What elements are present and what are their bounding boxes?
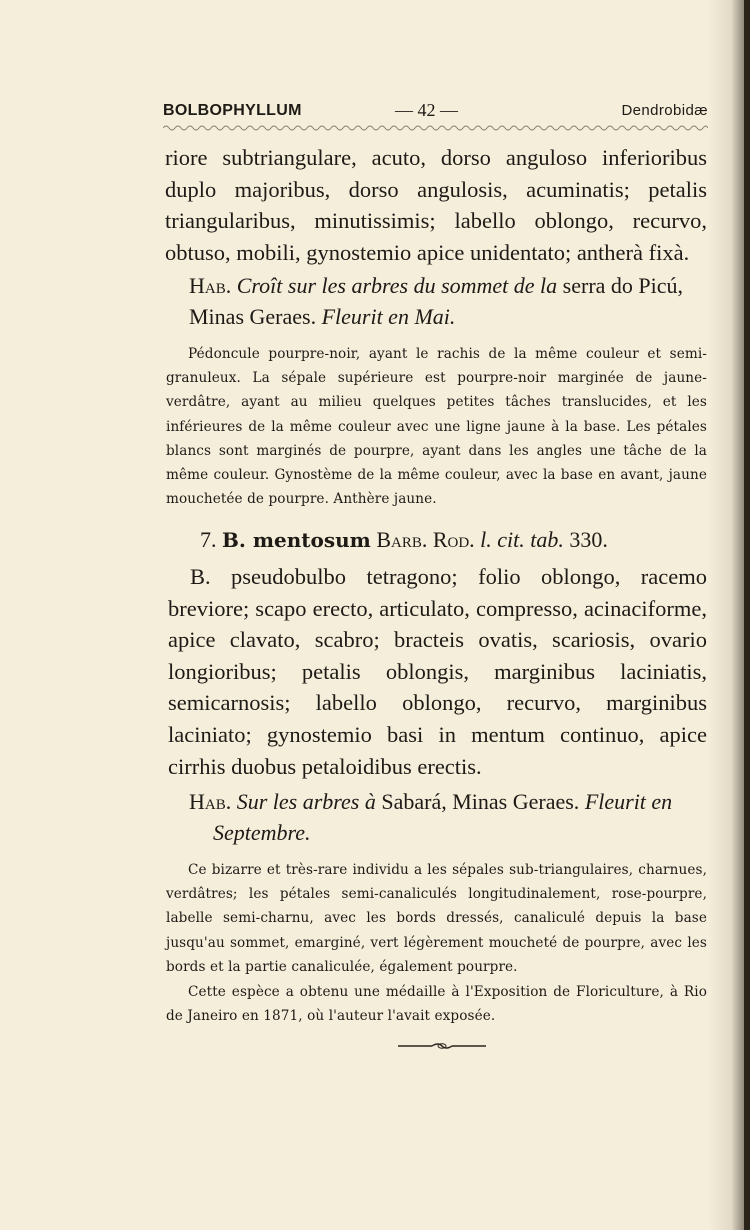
hab-label-2: Hab. [189,789,232,814]
hab2-roman-a: Sabará, Minas Geraes. [381,789,580,814]
running-header [163,100,708,124]
hab1-italic-a: Croît sur les arbres du sommet de la [236,273,558,298]
species-number: 7. [200,527,217,552]
hab-label-1: Hab. [189,273,232,298]
header-genus: BOLBOPHYLLUM [163,102,302,119]
header-family: Dendrobidæ [621,102,708,119]
note-1: Pédoncule pourpre-noir, ayant le rachis de la même couleur et semi-granuleux. La sépale supérieure est pourpre-noir marginée de jaune-verdâtre, ayant au milieu quelques petites tâches translucides, et les inférieures de la même couleur avec une ligne jaune à la base. Les pétales blancs sont marginés de pourpre, ayant dans les angles une tâche de la même couleur. Gynostème de la même couleur, avec la base en avant, jaune mouchetée de pourpre. Anthère jaune. [166,346,707,508]
note-2: Ce bizarre et très-rare individu a les sépales sub-triangulaires, charnues, verdâtres; les pétales semi-canaliculés longitudinalement, rose-pourpre, labelle semi-charnu, avec les bords dressés, canaliculé depuis la base jusqu'au sommet, emarginé, vert légèrement moucheté de pourpre, avec les bords et la partie canaliculée, également pourpre. [166,862,707,975]
end-ornament [398,1040,486,1052]
hab2-italic-b: Fleurit en Septembre. [213,789,673,845]
hab1-italic-b: Fleurit en Mai. [321,304,456,329]
description-continued: riore subtriangulare, acuto, dorso anguloso inferioribus duplo majoribus, dorso angulosis, acuminatis; petalis triangularibus, minutissimis; labello oblongo, recurvo, obtuso, mobili, gynostemio apice unidentato; antherà fixà. [165,145,707,265]
hab2-italic-a: Sur les arbres à [236,789,376,814]
description-7: B. pseudobulbo tetragono; folio oblongo, racemo breviore; scapo erecto, articulato, compresso, acinaciforme, apice clavato, scabro; bracteis ovatis, scariosis, ovario longioribus; petalis oblongis, marginibus laciniatis, semicarnosis; labello oblongo, recurvo, marginibus laciniato; gynostemio basi in mentum continuo, apice cirrhis duobus petaloidibus erectis. [168,564,707,779]
species-ref-italic: l. cit. tab. [480,527,564,552]
hab1-roman-a: serra do Picú, Minas Geraes. [189,273,684,329]
page-edge [744,0,750,1230]
species-author: Barb. Rod. [376,527,475,552]
species-heading-7 [200,525,707,555]
species-ref-number: 330. [569,527,608,552]
habitat-2 [189,786,707,848]
habitat-1 [189,270,707,332]
header-wavy-rule [163,124,708,132]
page-number: — 42 — [395,100,458,120]
note-3: Cette espèce a obtenu une médaille à l'Exposition de Floriculture, à Rio de Janeiro en 1871, où l'auteur l'avait exposée. [166,984,707,1025]
species-name: B. mentosum [222,528,371,552]
